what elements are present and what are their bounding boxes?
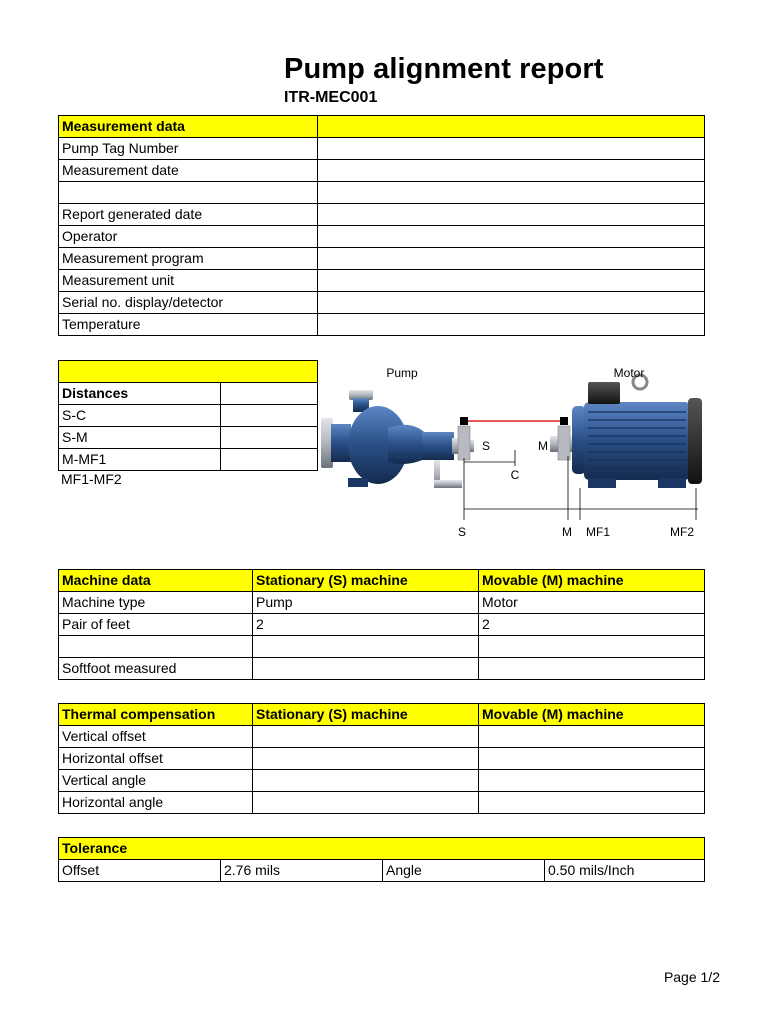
table-row: [59, 405, 318, 427]
table-row: [59, 182, 705, 204]
row-label: Temperature: [59, 314, 318, 336]
row-value[interactable]: [318, 270, 705, 292]
movable-value[interactable]: 2: [479, 614, 705, 636]
table-row: [59, 248, 705, 270]
row-value[interactable]: [318, 292, 705, 314]
table-row: [59, 636, 705, 658]
row-label: M-MF1: [59, 449, 221, 471]
table-row: [59, 427, 318, 449]
row-label: Softfoot measured: [59, 658, 253, 680]
table-row: [59, 748, 705, 770]
row-label: Measurement program: [59, 248, 318, 270]
distances-header-blank: [59, 361, 318, 383]
distances-table: [58, 360, 318, 471]
c-point-label: C: [510, 468, 520, 482]
table-row: [59, 160, 705, 182]
movable-header: Movable (M) machine: [479, 570, 705, 592]
row-label: [59, 182, 318, 204]
row-value[interactable]: [318, 160, 705, 182]
movable-value[interactable]: [479, 636, 705, 658]
table-row: [59, 592, 705, 614]
offset-value[interactable]: 2.76 mils: [221, 860, 383, 882]
table-row: [59, 383, 318, 405]
measurement-header-blank: [318, 116, 705, 138]
mf1-mf2-label: MF1-MF2: [61, 471, 122, 487]
table-row: [59, 449, 318, 471]
row-value[interactable]: [318, 204, 705, 226]
row-value[interactable]: [318, 226, 705, 248]
motor-bracket: [558, 426, 570, 460]
distances-header-value: [221, 383, 318, 405]
table-row: [59, 292, 705, 314]
machine-table: [58, 569, 705, 680]
row-label: Vertical offset: [59, 726, 253, 748]
measurement-table: [58, 115, 705, 336]
thermal-header: Thermal compensation: [59, 704, 253, 726]
row-label: Horizontal angle: [59, 792, 253, 814]
pump-illustration: [321, 390, 464, 488]
stationary-header: Stationary (S) machine: [253, 704, 479, 726]
row-label: Machine type: [59, 592, 253, 614]
row-label: Pair of feet: [59, 614, 253, 636]
dim-s-label: S: [457, 525, 467, 539]
m-point-label: M: [538, 439, 548, 453]
row-value[interactable]: [318, 182, 705, 204]
row-label: Measurement unit: [59, 270, 318, 292]
movable-value[interactable]: [479, 770, 705, 792]
laser-unit-m: [560, 417, 568, 425]
row-value[interactable]: [318, 314, 705, 336]
movable-value[interactable]: [479, 748, 705, 770]
stationary-header: Stationary (S) machine: [253, 570, 479, 592]
stationary-value[interactable]: [253, 726, 479, 748]
machine-header: Machine data: [59, 570, 253, 592]
laser-unit-s: [460, 417, 468, 425]
movable-value[interactable]: [479, 726, 705, 748]
s-point-label: S: [482, 439, 491, 453]
dim-mf1-label: MF1: [586, 525, 610, 539]
table-row: [59, 770, 705, 792]
row-label: Operator: [59, 226, 318, 248]
distances-header-row: [59, 361, 318, 383]
row-label: Report generated date: [59, 204, 318, 226]
offset-label: Offset: [59, 860, 221, 882]
row-label: S-C: [59, 405, 221, 427]
stationary-value[interactable]: [253, 748, 479, 770]
table-row: [59, 860, 705, 882]
stationary-value[interactable]: 2: [253, 614, 479, 636]
motor-illustration: [572, 375, 702, 488]
report-title: Pump alignment report: [284, 53, 604, 85]
pump-label: Pump: [386, 366, 418, 380]
tolerance-header: Tolerance: [59, 838, 705, 860]
movable-value[interactable]: [479, 792, 705, 814]
pump-motor-diagram: [318, 360, 710, 545]
distances-header: Distances: [59, 383, 221, 405]
stationary-value[interactable]: [253, 792, 479, 814]
movable-header: Movable (M) machine: [479, 704, 705, 726]
stationary-value[interactable]: [253, 770, 479, 792]
table-row: [59, 226, 705, 248]
row-label: Vertical angle: [59, 770, 253, 792]
table-row: [59, 314, 705, 336]
table-row: [59, 270, 705, 292]
row-value[interactable]: [318, 248, 705, 270]
dim-mf2-label: MF2: [670, 525, 694, 539]
table-row: [59, 138, 705, 160]
report-id: ITR-MEC001: [284, 89, 378, 106]
table-row: [59, 614, 705, 636]
angle-value[interactable]: 0.50 mils/Inch: [545, 860, 705, 882]
row-label: Measurement date: [59, 160, 318, 182]
row-label: Serial no. display/detector: [59, 292, 318, 314]
tolerance-table: [58, 837, 705, 882]
machine-header-row: [59, 570, 705, 592]
thermal-header-row: [59, 704, 705, 726]
row-label: Horizontal offset: [59, 748, 253, 770]
row-value[interactable]: [221, 449, 318, 471]
thermal-table: [58, 703, 705, 814]
table-row: [59, 726, 705, 748]
movable-value[interactable]: Motor: [479, 592, 705, 614]
table-row: [59, 658, 705, 680]
page-number: Page 1/2: [663, 969, 720, 985]
stationary-value[interactable]: [253, 636, 479, 658]
tolerance-header-row: [59, 838, 705, 860]
table-row: [59, 204, 705, 226]
row-label: [59, 636, 253, 658]
table-row: [59, 792, 705, 814]
angle-label: Angle: [383, 860, 545, 882]
stationary-value[interactable]: Pump: [253, 592, 479, 614]
motor-label: Motor: [613, 366, 645, 380]
dim-m-label: M: [562, 525, 572, 539]
measurement-header-row: [59, 116, 705, 138]
row-value[interactable]: [221, 427, 318, 449]
row-label: Pump Tag Number: [59, 138, 318, 160]
movable-value[interactable]: [479, 658, 705, 680]
row-label: S-M: [59, 427, 221, 449]
measurement-header: Measurement data: [59, 116, 318, 138]
stationary-value[interactable]: [253, 658, 479, 680]
row-value[interactable]: [318, 138, 705, 160]
row-value[interactable]: [221, 405, 318, 427]
pump-bracket: [458, 426, 470, 460]
